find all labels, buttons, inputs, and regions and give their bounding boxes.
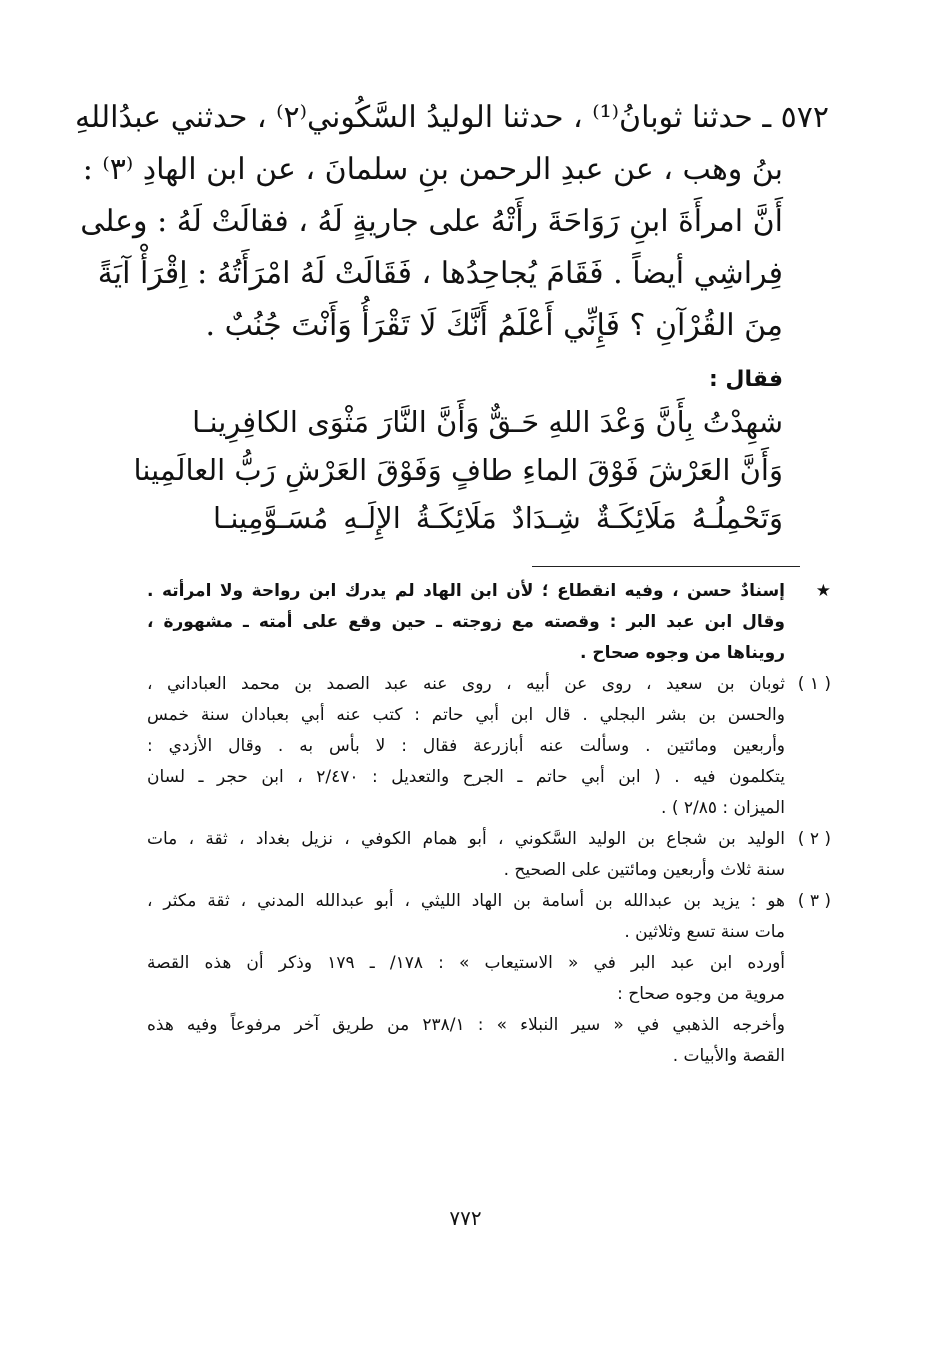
footnote-line: ثوبان بن سعيد ، روى عن أبيه ، روى عنه عبد الصمد بن محمد العباداني ، (147, 674, 785, 694)
footnote-line: سنة ثلاث وأربعين ومائتين على الصحيح . (503, 860, 785, 880)
footnote-line: هو : يزيد بن عبدالله بن أسامة بن الهاد الليثي ، أبو عبدالله المدني ، ثقة مكثر ، (147, 891, 785, 911)
hadith-line: ٥٧٢ ـ حدثنا ثوبانُ⁽¹⁾ ، حدثنا الوليدُ السَّكُوني⁽٢⁾ ، حدثني عبدُاللهِ (74, 100, 829, 135)
hadith-line: فِراشِي أيضاً . فَقَامَ يُجاحِدُها ، فَقَالَتْ لَهُ امْرَأَتُهُ : اِقْرَأْ آيَةً (97, 256, 783, 291)
footnote-line: مات سنة تسع وثلاثين . (624, 922, 785, 942)
footnote-3-siyar (147, 1010, 831, 1072)
footnote-line: الميزان : ٢/٨٥ ) . (661, 798, 785, 818)
footnote-3 (147, 886, 831, 948)
footnote-line: إسنادٌ حسن ، وفيه انقطاع ؛ لأن ابن الهاد لم يدرك ابن رواحة ولا امرأته . (147, 581, 785, 601)
footnote-marker: ( ٢ ) (797, 829, 831, 849)
footnote-line: يتكلمون فيه . ( ابن أبي حاتم ـ الجرح والتعديل : ٢/٤٧٠ ، ابن حجر ـ لسان (147, 767, 785, 787)
footnote-line: رويناها من وجوه صحاح . (579, 643, 785, 663)
footnote-1 (147, 669, 831, 824)
hadith-line: أَنَّ امرأَةَ ابنِ رَوَاحَةَ رأَتْهُ على جاريةٍ لَهُ ، فقالَتْ لَهُ : وعلى (80, 204, 783, 239)
poem-verse: وَتَحْمِلُـهُ مَلَائِكَـةٌ شِـدَادٌ مَلَائِكَـةُ الإِلَـهِ مُسَـوَّمِينـا (213, 501, 783, 535)
footnote-grading (147, 576, 831, 669)
footnote-divider (532, 566, 800, 567)
footnote-3-istiab (147, 948, 831, 1010)
footnote-marker: ★ (815, 581, 831, 601)
hadith-line: مِنَ القُرْآنِ ؟ فَإِنِّي أَعْلَمُ أَنَّكَ لَا تَقْرَأُ وَأَنْتَ جُنُبٌ . (205, 308, 783, 343)
footnote-line: والحسن بن بشر البجلي . قال ابن أبي حاتم : كتب عنه أبي بعبادان سنة خمس (147, 705, 785, 725)
poem-intro: فقال : (708, 367, 783, 392)
footnote-line: أورده ابن عبد البر في « الاستيعاب » : ١٧٨/ ـ ١٧٩ وذكر أن هذه القصة (147, 953, 786, 973)
footnote-line: مروية من وجوه صحاح : (617, 984, 785, 1004)
poem-verses (133, 398, 783, 542)
footnote-line: وأربعين ومائتين . وسألت عنه أبازرعة فقال : لا بأس به . وقال الأزدي : (147, 736, 785, 756)
footnote-line: القصة والأبيات . (672, 1046, 785, 1066)
footnote-line: الوليد بن شجاع بن الوليد السَّكوني ، أبو همام الكوفي ، نزيل بغداد ، ثقة ، مات (147, 829, 785, 849)
footnote-2 (147, 824, 831, 886)
footnote-marker: ( ٣ ) (797, 891, 831, 911)
footnotes (147, 576, 831, 1072)
footnote-line: وأخرجه الذهبي في « سير النبلاء » : ٢٣٨/١ من طريق آخر مرفوعاً وفيه هذه (147, 1015, 785, 1035)
hadith-line: بنُ وهب ، عن عبدِ الرحمن بنِ سلمانَ ، عن ابن الهادِ ⁽٣⁾ : (82, 152, 783, 187)
poem-verse: شهِدْتُ بِأَنَّ وَعْدَ اللهِ حَـقٌّ وَأَنَّ النَّارَ مَثْوَى الكافِرِينـا (192, 405, 783, 439)
hadith-text (74, 92, 829, 352)
page-number: ٧٧٢ (449, 1206, 482, 1230)
poem-verse: وَأَنَّ العَرْشَ فَوْقَ الماءِ طافٍ وَفَوْقَ العَرْشِ رَبُّ العالَمِينا (133, 453, 783, 487)
footnote-line: وقال ابن عبد البر : وقصته مع زوجته ـ حين وقع على أمته ـ مشهورة ، (147, 612, 785, 632)
footnote-marker: ( ١ ) (797, 674, 831, 694)
